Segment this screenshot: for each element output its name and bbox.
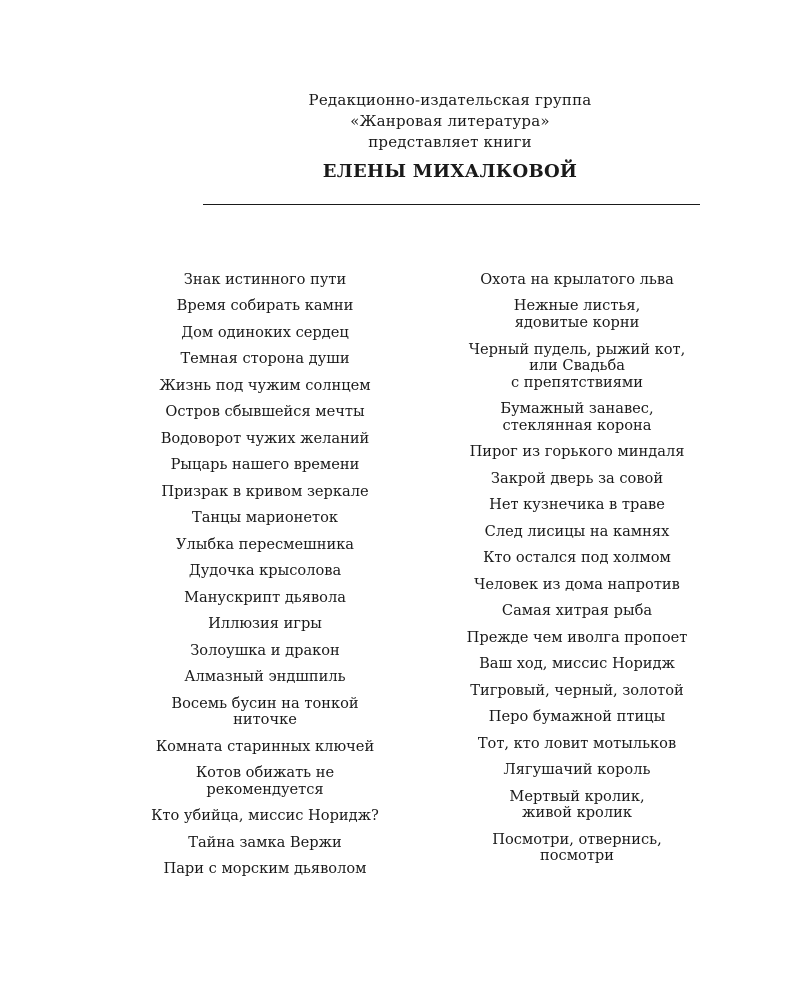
book-title: Прежде чем иволга пропоет	[466, 628, 688, 646]
publisher-header	[150, 90, 750, 184]
book-title: Иллюзия игры	[208, 615, 322, 633]
book-title: Тот, кто ловит мотыльков	[477, 734, 677, 752]
book-title: Бумажный занавес, стеклянная корона	[500, 400, 654, 434]
book-title: Остров сбывшейся мечты	[165, 403, 365, 421]
book-title: Дудочка крысолова	[188, 562, 342, 580]
presents-line: представляет книги	[368, 133, 532, 151]
book-title: Черный пудель, рыжий кот, или Свадьба с препятствиями	[468, 340, 686, 391]
book-title: Призрак в кривом зеркале	[161, 482, 369, 500]
book-title: След лисицы на камнях	[484, 522, 670, 540]
publisher-imprint-line: «Жанровая литература»	[350, 112, 550, 130]
book-title: Котов обижать не рекомендуется	[195, 764, 335, 798]
book-title: Кто убийца, миссис Норидж?	[151, 807, 379, 825]
book-title: Рыцарь нашего времени	[170, 456, 360, 474]
book-title: Дом одиноких сердец	[181, 323, 349, 341]
book-title: Тайна замка Вержи	[188, 833, 342, 851]
book-list-right	[432, 272, 722, 875]
book-title: Закрой дверь за совой	[490, 469, 664, 487]
book-title: Охота на крылатого льва	[480, 271, 674, 288]
book-title: Алмазный эндшпиль	[184, 668, 346, 686]
book-title: Восемь бусин на тонкой ниточке	[171, 694, 359, 729]
book-title: Посмотри, отвернись, посмотри	[492, 830, 662, 865]
header-divider	[203, 204, 700, 205]
book-title: Комната старинных ключей	[155, 737, 375, 755]
book-title: Манускрипт дьявола	[184, 588, 346, 606]
book-title: Пирог из горького миндаля	[469, 443, 685, 461]
book-title: Темная сторона души	[180, 350, 350, 368]
publisher-group-line: Редакционно-издательская группа	[308, 91, 592, 109]
book-title: Человек из дома напротив	[474, 575, 680, 593]
book-title: Время собирать камни	[176, 297, 354, 315]
book-title: Мертвый кролик, живой кролик	[509, 787, 645, 822]
book-title: Пари с морским дьяволом	[163, 860, 367, 878]
book-title: Ваш ход, миссис Норидж	[479, 655, 675, 673]
book-title: Улыбка пересмешника	[175, 535, 355, 553]
book-title: Золоушка и дракон	[190, 641, 340, 659]
book-title: Танцы марионеток	[191, 509, 339, 527]
book-title: Кто остался под холмом	[483, 549, 671, 567]
book-title: Нежные листья, ядовитые корни	[513, 297, 641, 332]
book-title: Нет кузнечика в траве	[489, 496, 665, 514]
book-title: Лягушачий король	[503, 761, 651, 779]
book-title: Водоворот чужих желаний	[160, 429, 370, 447]
book-title: Самая хитрая рыба	[501, 602, 653, 620]
book-title: Знак истинного пути	[183, 271, 347, 288]
book-title: Жизнь под чужим солнцем	[159, 376, 371, 394]
author-name: ЕЛЕНЫ МИХАЛКОВОЙ	[322, 161, 578, 182]
book-list-left	[120, 272, 410, 888]
book-title: Тигровый, черный, золотой	[470, 681, 684, 699]
book-title: Перо бумажной птицы	[488, 708, 666, 726]
